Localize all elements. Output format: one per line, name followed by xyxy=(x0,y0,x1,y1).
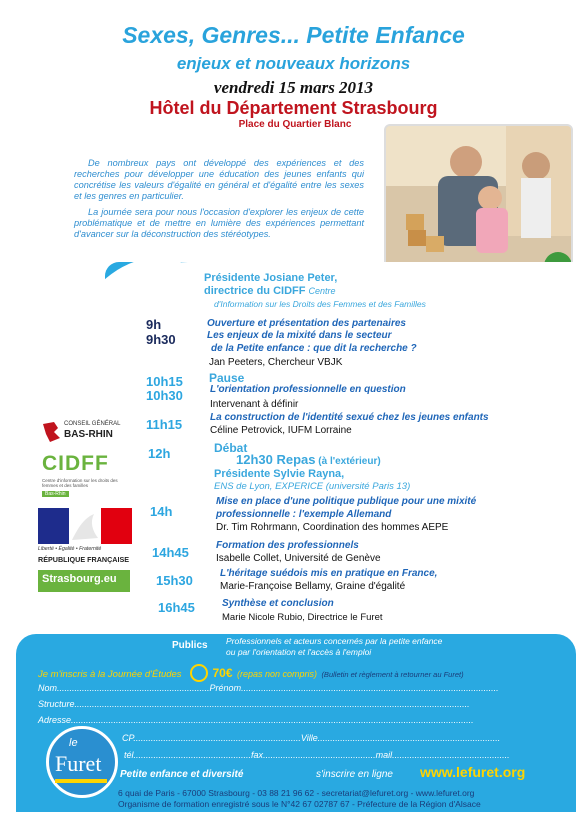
cp-label: CP xyxy=(122,733,134,743)
logo-conseil-general: CONSEIL GÉNÉRAL BAS-RHIN xyxy=(40,418,130,448)
logo-le-furet: le Furet xyxy=(46,726,118,798)
time-10h15: 10h15 xyxy=(146,374,183,389)
adresse-field[interactable]: ................................................................................................................................................................. xyxy=(71,715,474,725)
tel-label: tél xyxy=(124,750,134,760)
chair1-role: directrice du CIDFF xyxy=(204,285,306,297)
time-12h: 12h xyxy=(148,446,171,461)
item-training: Formation des professionnels xyxy=(216,540,359,551)
speaker-tbd: Intervenant à définir xyxy=(210,399,299,410)
item-policy-2: professionnelle : l'exemple Allemand xyxy=(216,509,392,520)
event-date: vendredi 15 mars 2013 xyxy=(213,78,374,97)
time-16h45: 16h45 xyxy=(158,600,195,615)
mail-label: mail xyxy=(375,750,393,760)
item-orientation: L'orientation professionnelle en question xyxy=(210,384,406,395)
time-14h45: 14h45 xyxy=(152,545,189,560)
speaker-rubio: Marie Nicole Rubio, Directrice le Furet xyxy=(222,612,383,623)
speaker-petrovick: Céline Petrovick, IUFM Lorraine xyxy=(210,425,352,436)
publics-text-1: Professionnels et acteurs concernés par la petite enfance xyxy=(226,636,443,646)
item-debate: Débat xyxy=(214,441,248,455)
register-line xyxy=(38,664,464,682)
chair1-role-line xyxy=(204,285,336,297)
time-14h: 14h xyxy=(150,504,173,519)
logo-strasbourg: Strasbourg.eu xyxy=(38,570,130,592)
tagline: Petite enfance et diversité xyxy=(120,769,244,780)
item-stakes-1: Les enjeux de la mixité dans le secteur xyxy=(207,330,392,341)
cp-field[interactable]: ................................................................... xyxy=(133,733,301,743)
ville-label: Ville xyxy=(300,733,318,743)
lunch-note: (à l'extérieur) xyxy=(318,456,381,467)
price: 70€ xyxy=(212,666,233,681)
time-9h: 9h xyxy=(146,317,162,332)
speaker-rohrmann: Dr. Tim Rohrmann, Coordination des hommes AEPE xyxy=(216,522,449,533)
chair2-name: Présidente Sylvie Rayna, xyxy=(214,468,345,480)
structure-label: Structure xyxy=(38,699,75,709)
event-place: Place du Quartier Blanc xyxy=(238,119,352,130)
footer-registration: Organisme de formation enregistré sous le N°42 67 02787 67 - Préfecture de la Région d'Alsace xyxy=(118,799,481,809)
item-conclusion: Synthèse et conclusion xyxy=(222,598,334,609)
prenom-field[interactable]: ....................................................................................................... xyxy=(241,683,499,693)
lunch-line xyxy=(236,454,381,468)
time-9h30: 9h30 xyxy=(146,332,176,347)
return-note: (Bulletin et règlement à retourner au Furet) xyxy=(321,670,464,680)
logo-cidff: CIDFF Centre d'information sur les droits des femmes et des familles Bas-Rhin xyxy=(42,452,118,497)
time-15h30: 15h30 xyxy=(156,573,193,588)
publics-label: Publics xyxy=(172,640,208,651)
form-row-contact xyxy=(124,750,554,760)
intro-paragraph-2: La journée sera pour nous l'occasion d'explorer les enjeux de cette problématique et de mettre en lumière des expériences permettant d'avancer sur la déconstruction des stéréotypes. xyxy=(74,207,364,239)
page-title: Sexes, Genres... Petite Enfance xyxy=(122,22,465,48)
time-11h15: 11h15 xyxy=(146,417,183,432)
intro-paragraph-1: De nombreux pays ont développé des expériences et des recherches pour développer une éducation des jeunes enfants qui concrétise les valeurs d'égalité en général et d'égalité entre les sexes et les genres en particulier. xyxy=(74,158,364,201)
time-10h30: 10h30 xyxy=(146,388,183,403)
fax-label: fax xyxy=(251,750,264,760)
item-policy-1: Mise en place d'une politique publique pour une mixité xyxy=(216,496,477,507)
tel-field[interactable]: ............................................... xyxy=(133,750,252,760)
logo-republique: Liberté • Égalité • Fraternité RÉPUBLIQUE FRANÇAISE xyxy=(38,508,132,566)
speaker-bellamy: Marie-Françoise Bellamy, Graine d'égalité xyxy=(220,581,406,592)
bas-rhin-icon xyxy=(40,420,64,444)
prenom-label: Prénom xyxy=(209,683,242,693)
item-identity: La construction de l'identité sexué chez les jeunes enfants xyxy=(210,412,489,423)
marianne-icon xyxy=(38,508,132,544)
nom-field[interactable]: ............................................................. xyxy=(57,683,210,693)
form-row-structure xyxy=(38,699,548,709)
price-note: (repas non compris) xyxy=(236,669,317,680)
nom-label: Nom xyxy=(38,683,58,693)
register-online: s'inscrire en ligne xyxy=(316,769,393,780)
form-row-address xyxy=(38,715,548,725)
footer-address: 6 quai de Paris - 67000 Strasbourg - 03 88 21 96 62 - secretariat@lefuret.org - www.lefuret.org xyxy=(118,788,475,798)
publics-text-2: ou par l'orientation et l'accès à l'emploi xyxy=(226,647,372,657)
structure-field[interactable]: .............................................................................................................................................................. xyxy=(74,699,470,709)
page-subtitle: enjeux et nouveaux horizons xyxy=(176,54,411,73)
register-checkbox[interactable] xyxy=(190,664,208,682)
chair1-name: Présidente Josiane Peter, xyxy=(204,272,338,284)
time-12h30: 12h30 Repas xyxy=(236,452,316,467)
item-opening: Ouverture et présentation des partenaires xyxy=(207,318,406,329)
item-pause: Pause xyxy=(209,371,245,385)
item-swedish: L'héritage suédois mis en pratique en France, xyxy=(220,568,438,579)
chair2-role: ENS de Lyon, EXPERICE (université Paris 13) xyxy=(214,481,411,492)
chair1-org2: d'Information sur les Droits des Femmes et des Familles xyxy=(214,299,426,309)
speaker-peeters: Jan Peeters, Chercheur VBJK xyxy=(209,357,343,368)
register-text: Je m'inscris à la Journée d'Études xyxy=(38,669,182,681)
fax-field[interactable]: ............................................. xyxy=(263,750,376,760)
item-stakes-2: de la Petite enfance : que dit la recherche ? xyxy=(211,343,417,354)
mail-field[interactable]: ............................................... xyxy=(392,750,510,760)
form-row-name xyxy=(38,683,548,693)
adresse-label: Adresse xyxy=(38,715,72,725)
speaker-collet: Isabelle Collet, Université de Genève xyxy=(216,553,381,564)
event-venue: Hôtel du Département Strasbourg xyxy=(149,98,438,118)
chair1-org1: Centre xyxy=(308,286,336,296)
ville-field[interactable]: ......................................................................... xyxy=(317,733,501,743)
website-link[interactable]: www.lefuret.org xyxy=(420,764,526,780)
form-row-city xyxy=(122,733,552,743)
